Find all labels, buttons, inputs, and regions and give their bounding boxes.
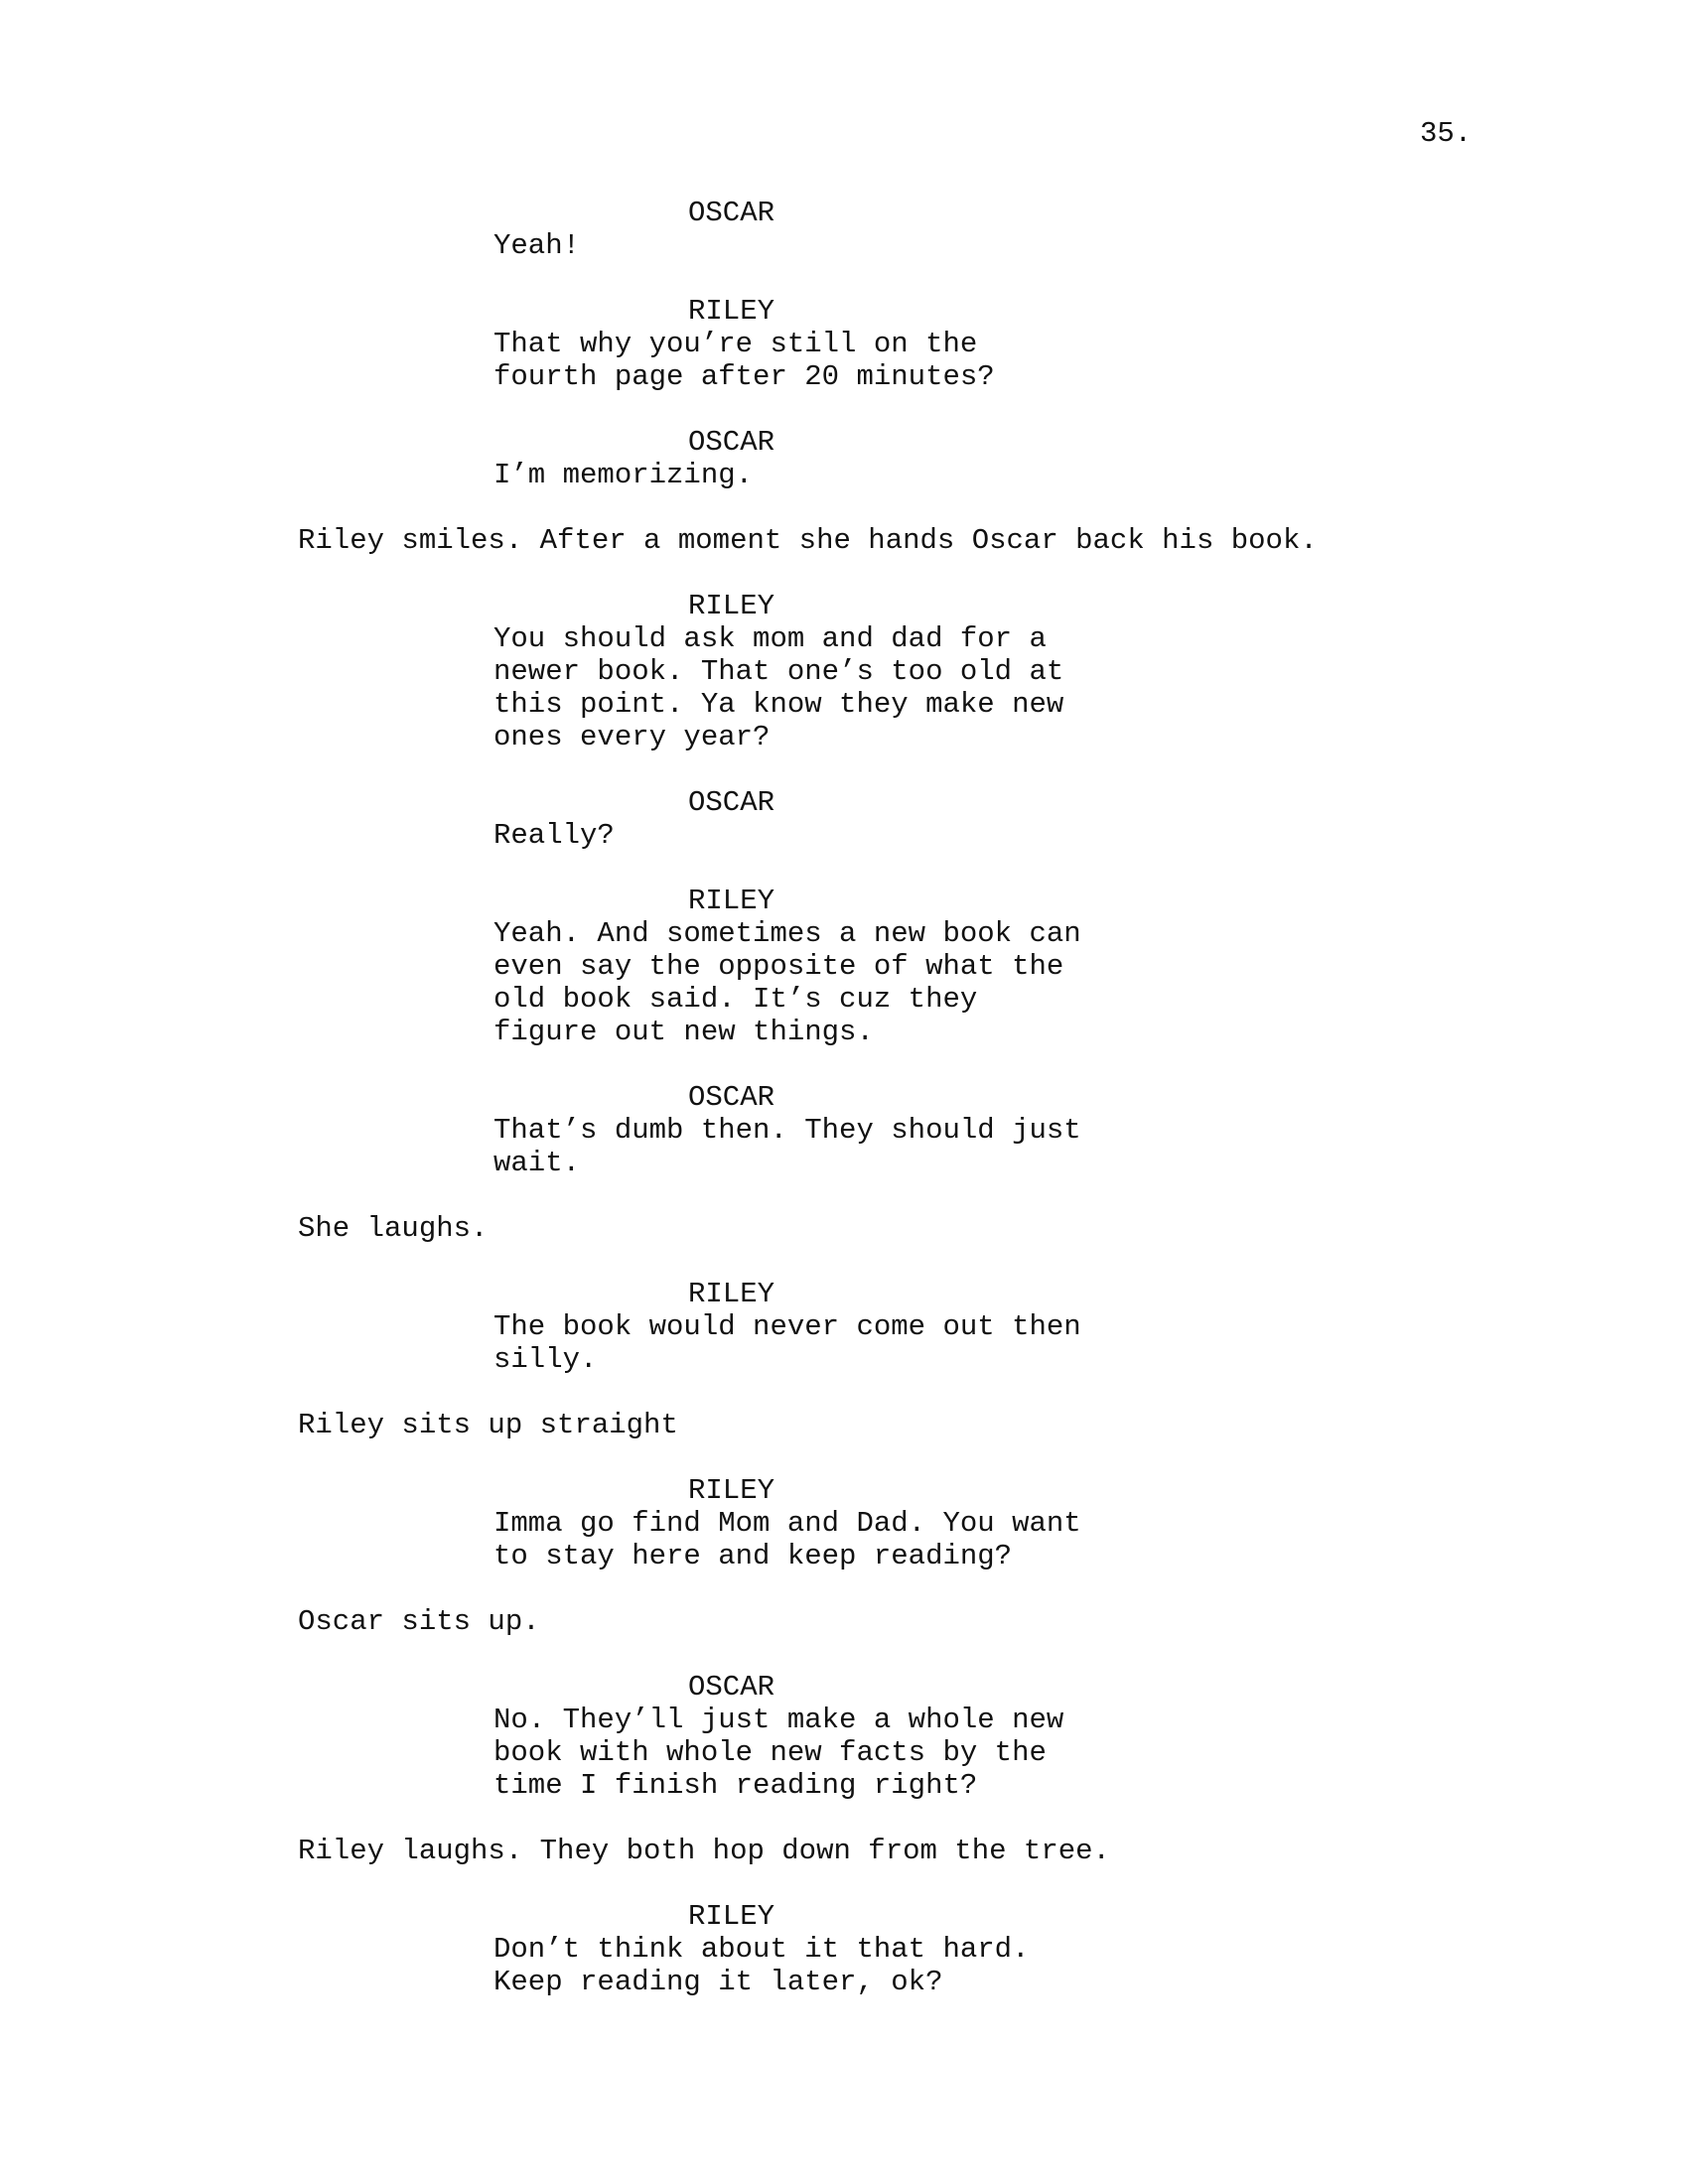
dialogue-block: [298, 786, 1489, 852]
action-line: Oscar sits up.: [298, 1605, 540, 1638]
dialogue-line: I’m memorizing.: [493, 459, 754, 491]
action-line: Riley smiles. After a moment she hands Oscar back his book.: [298, 524, 1318, 557]
dialogue-line: figure out new things.: [493, 1016, 874, 1048]
character-name: RILEY: [688, 590, 775, 622]
character-name: RILEY: [688, 1278, 775, 1310]
dialogue-block: [298, 197, 1489, 262]
action-block: [298, 1605, 1489, 1638]
dialogue-block: [298, 1900, 1489, 1998]
dialogue-block: [298, 590, 1489, 753]
dialogue-line: That’s dumb then. They should just: [493, 1114, 1081, 1147]
action-block: [298, 1409, 1489, 1441]
dialogue-line: Don’t think about it that hard.: [493, 1933, 1030, 1966]
page-number: 35.: [1420, 117, 1473, 150]
dialogue-line: this point. Ya know they make new: [493, 688, 1064, 721]
dialogue-block: [298, 885, 1489, 1048]
dialogue-block: [298, 1081, 1489, 1179]
dialogue-line: Keep reading it later, ok?: [493, 1966, 943, 1998]
character-name: OSCAR: [688, 1081, 775, 1114]
dialogue-line: time I finish reading right?: [493, 1769, 978, 1802]
character-name: OSCAR: [688, 1671, 775, 1704]
dialogue-line: You should ask mom and dad for a: [493, 622, 1047, 655]
dialogue-line: Yeah!: [493, 229, 581, 262]
dialogue-line: Imma go find Mom and Dad. You want: [493, 1507, 1081, 1540]
action-block: [298, 524, 1489, 557]
character-name: OSCAR: [688, 786, 775, 819]
action-line: Riley laughs. They both hop down from the tree.: [298, 1835, 1110, 1867]
character-name: OSCAR: [688, 426, 775, 459]
character-name: RILEY: [688, 1474, 775, 1507]
dialogue-line: even say the opposite of what the: [493, 950, 1064, 983]
dialogue-line: Really?: [493, 819, 615, 852]
dialogue-block: [298, 295, 1489, 393]
character-name: RILEY: [688, 885, 775, 917]
character-name: RILEY: [688, 1900, 775, 1933]
dialogue-block: [298, 1474, 1489, 1572]
dialogue-line: That why you’re still on the: [493, 328, 978, 360]
screenplay-body: [298, 197, 1489, 2031]
action-block: [298, 1212, 1489, 1245]
dialogue-line: book with whole new facts by the: [493, 1736, 1047, 1769]
dialogue-line: to stay here and keep reading?: [493, 1540, 1013, 1572]
dialogue-line: ones every year?: [493, 721, 771, 753]
dialogue-line: No. They’ll just make a whole new: [493, 1704, 1064, 1736]
dialogue-line: fourth page after 20 minutes?: [493, 360, 995, 393]
dialogue-block: [298, 1671, 1489, 1802]
dialogue-line: old book said. It’s cuz they: [493, 983, 978, 1016]
character-name: OSCAR: [688, 197, 775, 229]
dialogue-line: Yeah. And sometimes a new book can: [493, 917, 1081, 950]
action-block: [298, 1835, 1489, 1867]
action-line: She laughs.: [298, 1212, 489, 1245]
dialogue-block: [298, 1278, 1489, 1376]
action-line: Riley sits up straight: [298, 1409, 678, 1441]
dialogue-line: silly.: [493, 1343, 598, 1376]
dialogue-line: The book would never come out then: [493, 1310, 1081, 1343]
dialogue-line: wait.: [493, 1147, 581, 1179]
dialogue-block: [298, 426, 1489, 491]
dialogue-line: newer book. That one’s too old at: [493, 655, 1064, 688]
character-name: RILEY: [688, 295, 775, 328]
